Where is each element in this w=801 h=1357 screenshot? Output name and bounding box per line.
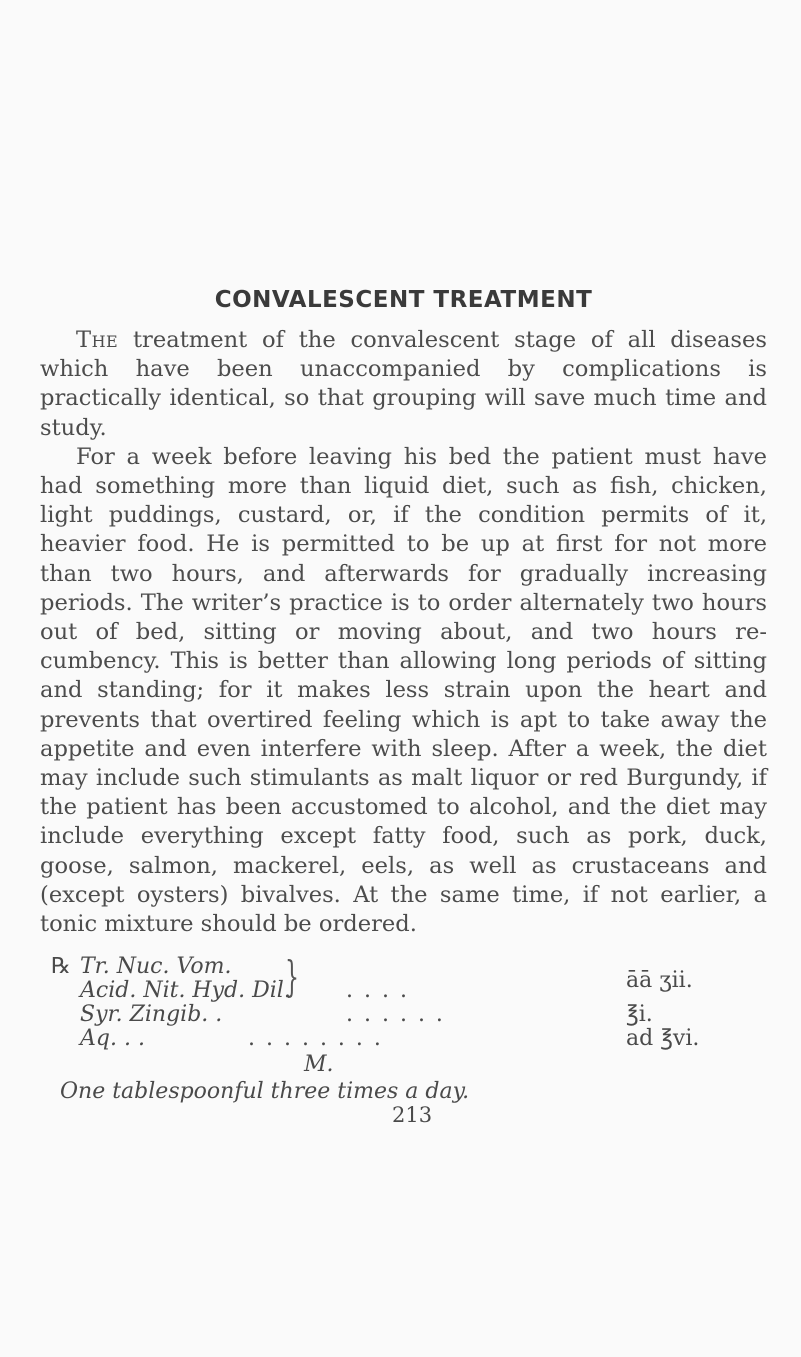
leader-dots: . . . . . . xyxy=(346,1002,445,1028)
paragraph-1-text: treatment of the convalescent stage of all diseases which have been unaccompanied by complications is practically identical, so that grouping will save much time and study. xyxy=(40,327,767,441)
rx-row-5 xyxy=(40,1053,767,1077)
rx-row-7 xyxy=(40,1103,767,1127)
ingredient-quantity: ℥i. xyxy=(626,1002,653,1028)
page-number: 213 xyxy=(392,1103,433,1128)
rx-row-3 xyxy=(40,1003,767,1027)
ingredient-name: Tr. Nuc. Vom. xyxy=(80,954,232,980)
directions: One tablespoonful three times a day. xyxy=(60,1079,470,1105)
ingredient-quantity: āā ʒii. xyxy=(626,968,693,994)
chapter-title: CONVALESCENT TREATMENT xyxy=(214,287,593,313)
leader-dots: . . . . xyxy=(346,978,409,1004)
leader-dots: . . . . . . . . xyxy=(248,1026,383,1052)
recipe-symbol: ℞ xyxy=(51,954,71,980)
paragraph-2: For a week before leaving his bed the patient must have had something more than liquid diet, such as fish, chicken, light puddings, custard, or, if the condition permits of it, heavier food. He is permitted to be up at first for not more than two hours, and afterwards for gradually increasing periods. The writer’s practice is to order alternately two hours out of bed, sitting or moving about, and two hours recumbency. This is better than allowing long periods of sitting and standing; for it makes less strain upon the heart and prevents that overtired feeling which is apt to take away the appetite and even interfere with sleep. After a week, the diet may include such stimulants as malt liquor or red Burgundy, if the patient has been accustomed to alcohol, and the diet may include everything except fatty food, such as pork, duck, goose, salmon, mackerel, eels, as well as crustaceans and (except oysters) bivalves. At the same time, if not earlier, a tonic mixture should be ordered. xyxy=(40,443,767,938)
ingredient-quantity: ad ℥vi. xyxy=(626,1026,700,1052)
signature: M. xyxy=(304,1052,334,1078)
paragraph-1 xyxy=(40,326,767,443)
page xyxy=(40,285,767,1128)
brace: } xyxy=(285,955,299,1003)
rx-row-4 xyxy=(40,1027,767,1051)
ingredient-name: Syr. Zingib. . xyxy=(80,1002,223,1028)
ingredient-name: Acid. Nit. Hyd. Dil. xyxy=(80,978,291,1004)
rx-row-6 xyxy=(40,1080,767,1104)
prescription xyxy=(40,951,767,1128)
ingredient-name: Aq. . . xyxy=(80,1026,145,1052)
lead-word: The xyxy=(76,327,119,353)
rx-row-2 xyxy=(40,968,767,1004)
